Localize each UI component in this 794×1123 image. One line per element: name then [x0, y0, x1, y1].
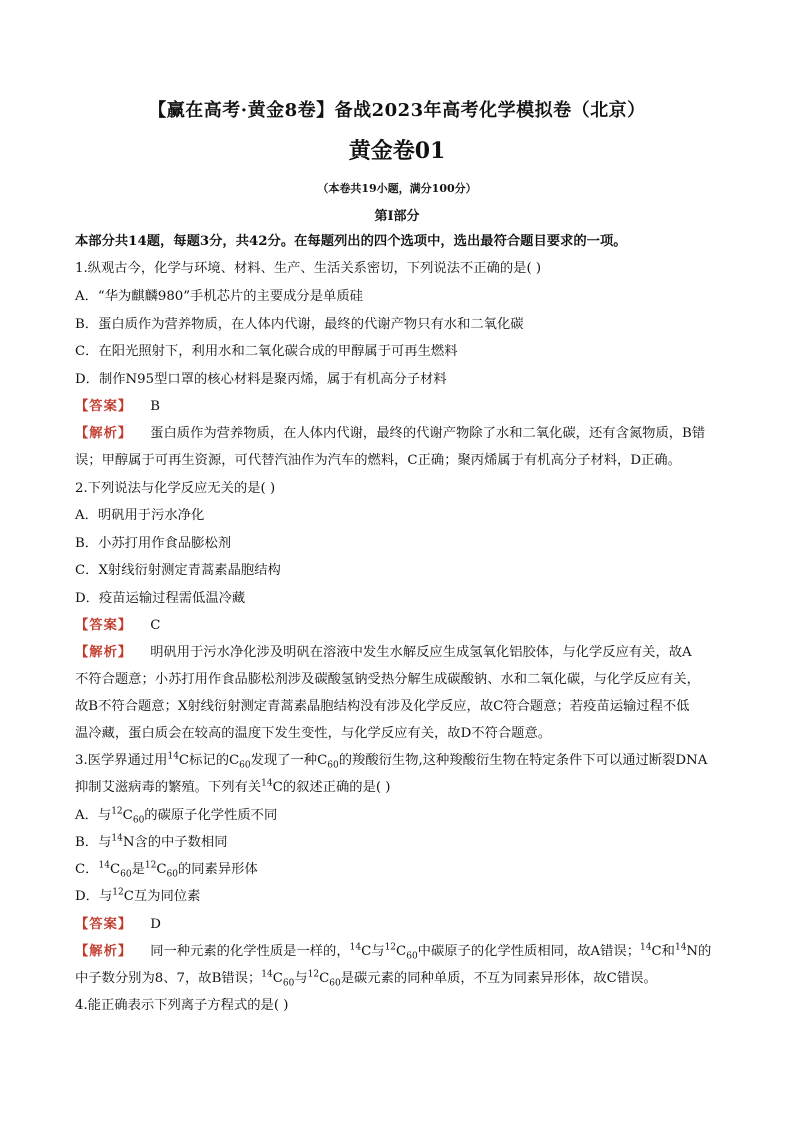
- answer-label: 【答案】: [75, 399, 133, 414]
- q2-analysis-line-3: 故B不符合题意；X射线衍射测定青蒿素晶胞结构没有涉及化学反应，故C符合题意；若疫苗运输过程不低: [75, 699, 690, 714]
- document-subtitle: 黄金卷01: [348, 138, 446, 164]
- q2-option-b: B．小苏打用作食品膨松剂: [75, 536, 232, 551]
- document-title: 【赢在高考·黄金8卷】备战2023年高考化学模拟卷（北京）: [148, 100, 646, 121]
- q4-stem: 4.能正确表示下列离子方程式的是( ): [75, 998, 289, 1013]
- q3-option-a: A．与$^{12}C_{60}$的碳原子化学性质不同: [75, 806, 278, 826]
- analysis-label: 【解析】: [75, 944, 133, 959]
- q3-stem-line-1: 3.医学界通过用$^{14}$C标记的$C_{60}$发现了一种$C_{60}$的羧酸衍生物,这种羧酸衍生物在特定条件下可以通过断裂DNA: [75, 751, 708, 771]
- q1-option-d: D．制作N95型口罩的核心材料是聚丙烯，属于有机高分子材料: [75, 372, 447, 387]
- q1-analysis-line-1: [75, 425, 735, 443]
- q3-analysis-line-2: 中子数分别为8、7，故B错误；$^{14}C_{60}$与$^{12}C_{60}$是碳元素的同种单质，不互为同素异形体，故C错误。: [75, 969, 657, 989]
- instructions: 本部分共14题，每题3分，共42分。在每题列出的四个选项中，选出最符合题目要求的一项。: [75, 234, 627, 249]
- q3-option-c: C．$^{14}C_{60}$是$^{12}C_{60}$的同素异形体: [75, 860, 258, 880]
- q1-analysis-line-2: 误；甲醇属于可再生资源，可代替汽油作为汽车的燃料，C正确；聚丙烯属于有机高分子材料，D正确。: [75, 453, 681, 468]
- answer-label: 【答案】: [75, 618, 133, 633]
- analysis-label: 【解析】: [75, 645, 133, 660]
- q2-answer-value: C: [150, 618, 161, 633]
- q3-answer-value: D: [150, 917, 161, 932]
- q3-answer: [75, 916, 735, 934]
- q2-option-c: C．X射线衍射测定青蒿素晶胞结构: [75, 563, 281, 578]
- answer-label: 【答案】: [75, 917, 133, 932]
- q1-analysis-text: 蛋白质作为营养物质，在人体内代谢，最终的代谢产物除了水和二氧化碳，还有含氮物质，B错: [150, 426, 706, 441]
- q2-analysis-line-4: 温冷藏，蛋白质会在较高的温度下发生变性，与化学反应有关，故D不符合题意。: [75, 726, 552, 741]
- q2-stem: 2.下列说法与化学反应无关的是( ): [75, 481, 276, 496]
- q1-option-a: A．“华为麒麟980”手机芯片的主要成分是单质硅: [75, 289, 363, 304]
- q1-option-b: B．蛋白质作为营养物质，在人体内代谢，最终的代谢产物只有水和二氧化碳: [75, 317, 524, 332]
- q2-analysis-line-2: 不符合题意；小苏打用作食品膨松剂涉及碳酸氢钠受热分解生成碳酸钠、水和二氧化碳，与化学反应有关，: [75, 672, 700, 687]
- q1-option-c: C．在阳光照射下，利用水和二氧化碳合成的甲醇属于可再生燃料: [75, 344, 458, 359]
- q1-stem: 1.纵观古今，化学与环境、材料、生产、生活关系密切，下列说法不正确的是( ): [75, 261, 542, 276]
- q2-analysis-text: 明矾用于污水净化涉及明矾在溶液中发生水解反应生成氢氧化铝胶体，与化学反应有关，故A: [150, 645, 692, 660]
- q3-option-b: B．与$^{14}$N含的中子数相同: [75, 833, 228, 850]
- q3-option-d: D．与$^{12}$C互为同位素: [75, 887, 201, 904]
- q2-answer: [75, 617, 735, 635]
- q3-analysis-line-1: 【解析】 同一种元素的化学性质是一样的，$^{14}$C与$^{12}C_{60}$中碳原子的化学性质相同，故A错误；$^{14}$C和$^{14}$N的: [75, 942, 712, 962]
- q3-stem-line-2: 抑制艾滋病毒的繁殖。下列有关$^{14}$C的叙述正确的是( ): [75, 778, 391, 795]
- q1-answer-value: B: [150, 399, 160, 414]
- exam-note: （本卷共19小题，满分100分）: [317, 182, 477, 195]
- analysis-label: 【解析】: [75, 426, 133, 441]
- q1-answer: [75, 398, 735, 416]
- q2-option-d: D．疫苗运输过程需低温冷藏: [75, 591, 246, 606]
- part-heading: 第Ⅰ部分: [374, 209, 420, 224]
- q2-analysis-line-1: [75, 644, 735, 662]
- q2-option-a: A．明矾用于污水净化: [75, 508, 205, 523]
